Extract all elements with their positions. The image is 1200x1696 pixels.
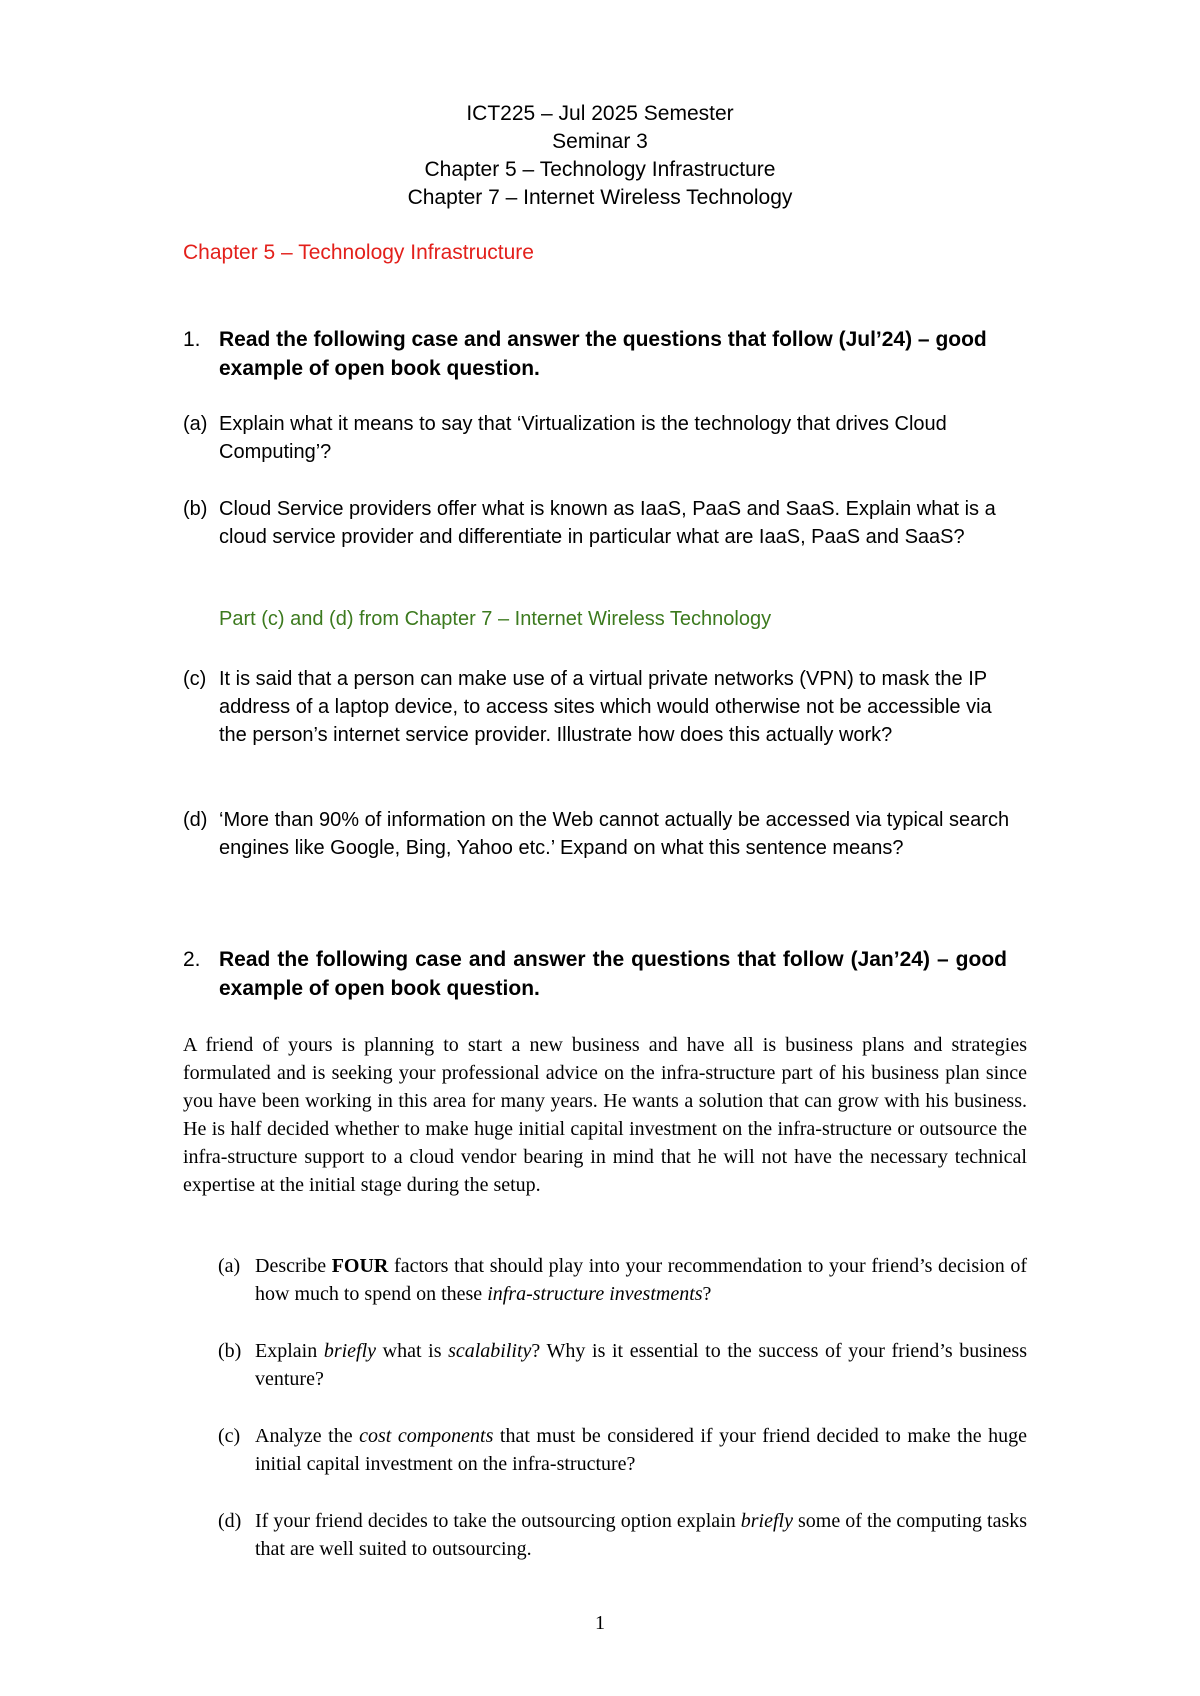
question-2b-text: Explain briefly what is scalability? Why is it essential to the success of your friend’s business venture? <box>255 1340 1027 1390</box>
question-2a-label: (a) <box>218 1255 241 1277</box>
question-1d-label: (d) <box>183 809 208 831</box>
chapter7-title: Chapter 7 – Internet Wireless Technology <box>407 186 793 209</box>
chapter5-title: Chapter 5 – Technology Infrastructure <box>424 158 776 181</box>
question-1-number: 1. <box>183 328 201 351</box>
page-number: 1 <box>595 1612 605 1634</box>
question-2d-text: If your friend decides to take the outsourcing option explain briefly some of the computing tasks that are well suited to outsourcing. <box>255 1510 1028 1560</box>
question-1a-text: Explain what it means to say that ‘Virtualization is the technology that drives Cloud Computing’? <box>219 413 947 463</box>
case-paragraph: A friend of yours is planning to start a new business and have all is business plans and strategies formulated and is seeking your professional advice on the infra-structure part of his business plan since you have been working in this area for many years. He wants a solution that can grow with his business. He is half decided whether to make huge initial capital investment on the infra-structure or outsource the infra-structure support to a cloud vendor bearing in mind that he will not have the necessary technical expertise at the initial stage during the setup. <box>183 1034 1027 1196</box>
chapter-heading: Chapter 5 – Technology Infrastructure <box>183 241 534 264</box>
question-2c-label: (c) <box>218 1425 241 1447</box>
question-1a-label: (a) <box>183 413 208 435</box>
question-1c-text: It is said that a person can make use of a virtual private networks (VPN) to mask the IP address of a laptop device, to access sites which would otherwise not be accessible via the person’s internet service provider. Illustrate how does this actually work? <box>219 668 992 746</box>
question-2a-text: Describe FOUR factors that should play into your recommendation to your friend’s decision of how much to spend on these infra-structure investments? <box>255 1255 1028 1305</box>
question-1d-text: ‘More than 90% of information on the Web cannot actually be accessed via typical search engines like Google, Bing, Yahoo etc.’ Expand on what this sentence means? <box>219 809 1010 859</box>
question-2b-label: (b) <box>218 1340 242 1362</box>
course-title: ICT225 – Jul 2025 Semester <box>466 102 734 125</box>
question-1c-label: (c) <box>183 668 207 690</box>
seminar-title: Seminar 3 <box>552 130 648 153</box>
question-1b-text: Cloud Service providers offer what is known as IaaS, PaaS and SaaS. Explain what is a cloud service provider and differentiate in particular what are IaaS, PaaS and SaaS? <box>219 498 996 548</box>
part-note: Part (c) and (d) from Chapter 7 – Internet Wireless Technology <box>219 608 772 630</box>
question-1-text: Read the following case and answer the questions that follow (Jul’24) – good example of open book question. <box>219 328 987 380</box>
question-1b-label: (b) <box>183 498 208 520</box>
question-2-number: 2. <box>183 948 201 971</box>
question-2-text: Read the following case and answer the questions that follow (Jan’24) – good example of open book question. <box>219 948 1007 1000</box>
question-2d-label: (d) <box>218 1510 242 1532</box>
question-2c-text: Analyze the cost components that must be considered if your friend decided to make the huge initial capital investment on the infra-structure? <box>255 1425 1027 1475</box>
document-header <box>0 100 1200 212</box>
